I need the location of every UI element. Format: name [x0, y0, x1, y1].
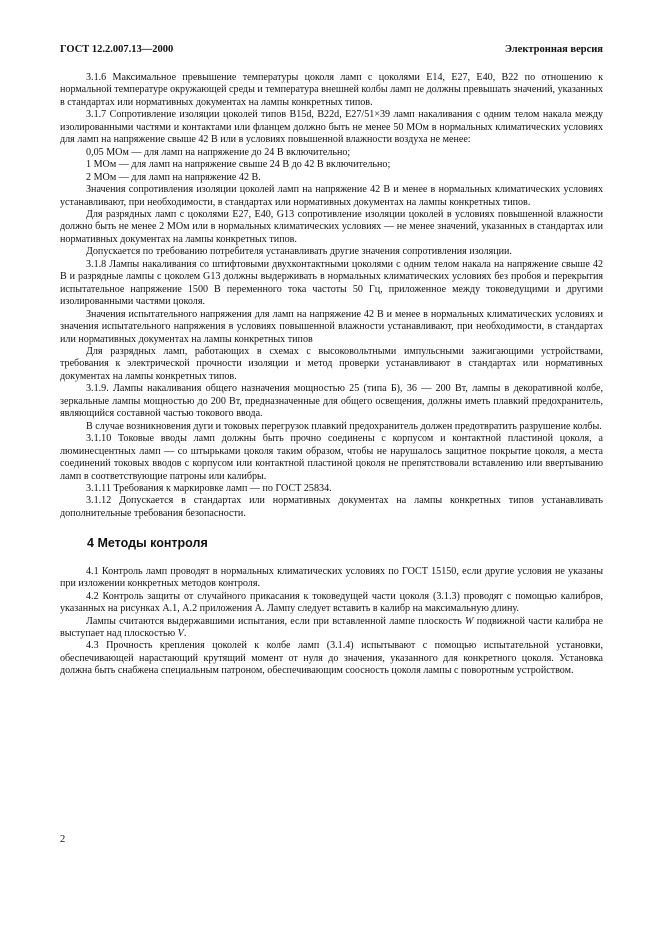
paragraph: Значения сопротивления изоляции цоколей ламп на напряжение 42 В и менее в нормальных климатических условиях устанавливают, при необходимости, в стандартах или нормативных документах на лампы конкретных типов. [60, 184, 603, 208]
version-label: Электронная версия [504, 44, 603, 55]
list-item-insulation-3: 2 МОм — для ламп на напряжение 42 В. [86, 171, 261, 183]
page-body [60, 72, 603, 678]
page-number: 2 [60, 834, 66, 845]
paragraph: Значения испытательного напряжения для ламп на напряжение 42 В и менее в нормальных климатических условиях и значения испытательного напряжения в условиях повышенной влажности устанавливают, при необходимости, в стандартах или нормативных документах на лампы конкретных типов [60, 308, 603, 345]
section-heading [60, 537, 603, 549]
paragraph: Для разрядных ламп с цоколями E27, E40, G13 сопротивление изоляции цоколей в условиях повышенной влажности должно быть не менее 2 МОм или в нормальных климатических условиях — не менее значений, указанных в стандартах или нормативных документах на лампы конкретных типов. [60, 208, 603, 245]
text: . [183, 628, 187, 640]
text: подвижной части калибра не выступает над плоскостью [60, 615, 603, 640]
paragraph-3-1-11: 3.1.11 Требования к маркировке ламп — по ГОСТ 25834. [86, 482, 332, 494]
plane-v-label: V [177, 628, 184, 640]
paragraph-3-1-9: 3.1.9. Лампы накаливания общего назначения мощностью 25 (типа Б), 36 — 200 Вт, лампы в декоративной колбе, зеркальные лампы мощностью до 200 Вт, предназначенные для общего освещения, должны иметь плавкий предохранитель, являющийся составной частью токового ввода. [60, 383, 603, 420]
paragraph: Допускается по требованию потребителя устанавливать другие значения сопротивления изоляции. [86, 246, 512, 258]
paragraph: Для разрядных ламп, работающих в схемах с высоковольтными импульсными зажигающими устройствами, требования к электрической прочности изоляции и метод проверки устанавливают в стандартах или нормативных документах на лампы конкретных типов. [60, 345, 603, 382]
paragraph-4-3: 4.3 Прочность крепления цоколей к колбе ламп (3.1.4) испытывают с помощью испытательной установки, обеспечивающей нарастающий крутящий момент от нуля до значения, указанного для конкретного цоколя. Установка должна быть снабжена специальным патроном, обеспечивающим соосность цоколя лампы с поворотным устройством. [60, 640, 603, 677]
paragraph-3-1-7: 3.1.7 Сопротивление изоляции цоколей типов B15d, B22d, E27/51×39 ламп накаливания с одним телом накала между изолированными частями и контактами или фланцем должно быть не менее 50 МОм в нормальных климатических условиях для ламп на напряжение свыше 42 В или в условиях повышенной влажности воздуха не менее: [60, 109, 603, 146]
paragraph-4-2-result [60, 616, 603, 641]
paragraph-3-1-8: 3.1.8 Лампы накаливания со штифтовыми двухконтактными цоколями с одним телом накала на напряжение свыше 42 В и разрядные лампы с цоколем G13 должны выдерживать в нормальных климатических условиях без пробоя и перекрытия испытательное напряжение 1500 В переменного тока частоты 50 Гц, приложенное между токоведущими и другими изолированными частями цоколя. [60, 258, 603, 308]
page-header [60, 44, 603, 55]
standard-code: ГОСТ 12.2.007.13—2000 [60, 44, 174, 55]
paragraph-3-1-10: 3.1.10 Токовые вводы ламп должны быть прочно соединены с корпусом и контактной пластиной цоколя, а люминесцентных ламп — со штырьками цоколя таким образом, чтобы не нарушалось защитное покрытие цоколя, а места соединений токовых вводов с корпусом или контактной пластиной цоколя не препятствовали вставлению или ввертыванию ламп в соответствующие патроны или калибры. [60, 433, 603, 482]
list-item-insulation-1: 0,05 МОм — для ламп на напряжение до 24 В включительно; [86, 146, 351, 158]
paragraph-3-1-6: 3.1.6 Максимальное превышение температуры цоколя ламп с цоколями E14, E27, E40, B22 по отношению к нормальной температуре окружающей среды и температура внешней колбы ламп не должны превышать значений, указанных в стандартах или нормативных документах на лампы конкретных типов. [60, 72, 603, 108]
section-title: Методы контроля [97, 536, 208, 551]
plane-w-label: W [465, 615, 474, 627]
text: Лампы считаются выдержавшими испытания, если при вставленной лампе плоскость [86, 615, 462, 627]
paragraph-4-2: 4.2 Контроль защиты от случайного прикасания к токоведущей части цоколя (3.1.3) проводят с помощью калибров, указанных на рисунках А.1, А.2 приложения А. Лампу следует вставить в калибр на максимальную длину. [60, 590, 603, 615]
paragraph-3-1-12: 3.1.12 Допускается в стандартах или нормативных документах на лампы конкретных типов устанавливать дополнительные требования безопасности. [60, 495, 603, 519]
list-item-insulation-2: 1 МОм — для ламп на напряжение свыше 24 В до 42 В включительно; [86, 159, 391, 171]
paragraph-4-1: 4.1 Контроль ламп проводят в нормальных климатических условиях по ГОСТ 15150, если другие условия не указаны при изложении конкретных методов контроля. [60, 565, 603, 590]
section-number: 4 [87, 536, 94, 551]
paragraph: В случае возникновения дуги и токовых перегрузок плавкий предохранитель должен предотвратить разрушение колбы. [86, 420, 602, 432]
